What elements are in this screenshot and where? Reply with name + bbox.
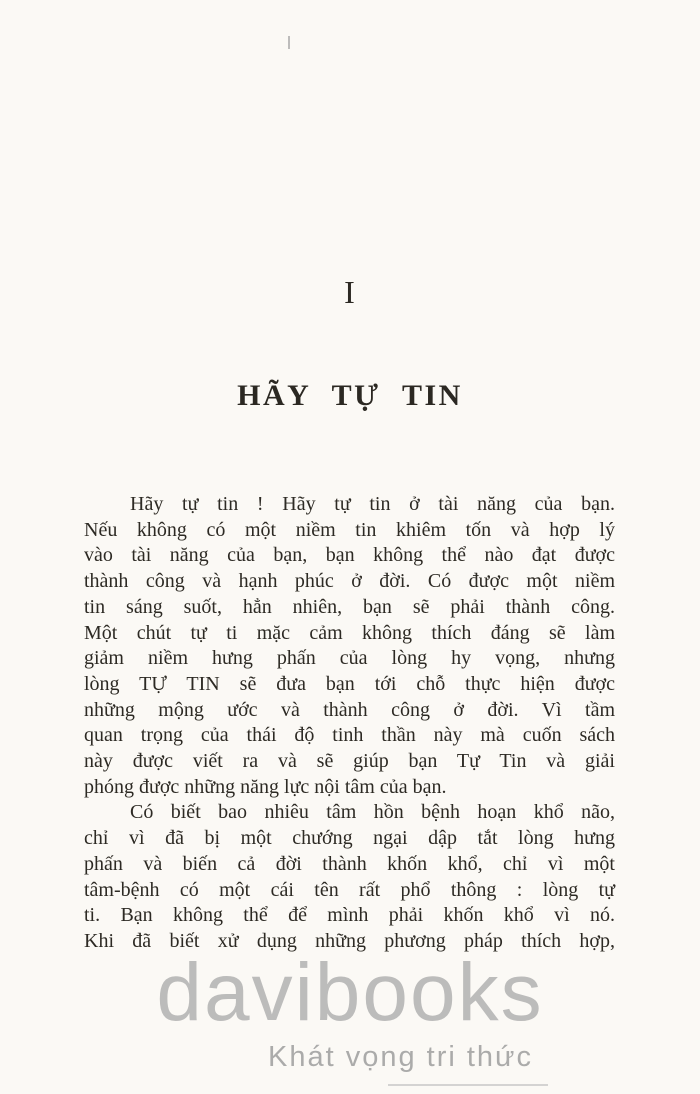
text-line: này được viết ra và sẽ giúp bạn Tự Tin và giải <box>84 750 615 773</box>
text-line: thành công và hạnh phúc ở đời. Có được một niềm <box>84 570 615 593</box>
scan-artifact-mark <box>288 36 290 49</box>
chapter-title: HÃY TỰ TIN <box>237 379 463 412</box>
text-line: tin sáng suốt, hẳn nhiên, bạn sẽ phải thành công. <box>84 595 615 618</box>
text-line: chỉ vì đã bị một chướng ngại dập tắt lòng hưng <box>84 827 615 850</box>
text-line: Có biết bao nhiêu tâm hồn bệnh hoạn khổ não, <box>130 801 615 824</box>
text-line: phóng được những năng lực nội tâm của bạn. <box>84 775 447 798</box>
watermark-brand: davibooks <box>156 947 544 1038</box>
text-line: Một chút tự ti mặc cảm không thích đáng sẽ làm <box>84 621 615 644</box>
text-line: Hãy tự tin ! Hãy tự tin ở tài năng của bạn. <box>130 493 615 515</box>
text-line: những mộng ước và thành công ở đời. Vì tầm <box>84 698 615 721</box>
paragraph <box>84 492 615 800</box>
chapter-numeral: I <box>344 274 356 310</box>
text-line: giảm niềm hưng phấn của lòng hy vọng, nhưng <box>84 647 615 670</box>
text-line: lòng TỰ TIN sẽ đưa bạn tới chỗ thực hiện được <box>84 672 615 695</box>
text-line: Nếu không có một niềm tin khiêm tốn và hợp lý <box>84 518 615 541</box>
text-line: vào tài năng của bạn, bạn không thể nào đạt được <box>84 544 615 567</box>
text-line: ti. Bạn không thể để mình phải khốn khổ vì nó. <box>84 904 615 927</box>
text-line: quan trọng của thái độ tinh thần này mà cuốn sách <box>84 724 615 747</box>
paragraph <box>84 800 615 954</box>
text-line: phấn và biến cả đời thành khốn khổ, chỉ vì một <box>84 852 615 875</box>
body-text <box>84 492 615 955</box>
text-line: tâm-bệnh có một cái tên rất phổ thông : lòng tự <box>84 878 615 901</box>
text-line: Khi đã biết xử dụng những phương pháp thích hợp, <box>84 929 615 952</box>
watermark-tagline: Khát vọng tri thức <box>268 1041 533 1073</box>
watermark-underline <box>388 1084 548 1086</box>
